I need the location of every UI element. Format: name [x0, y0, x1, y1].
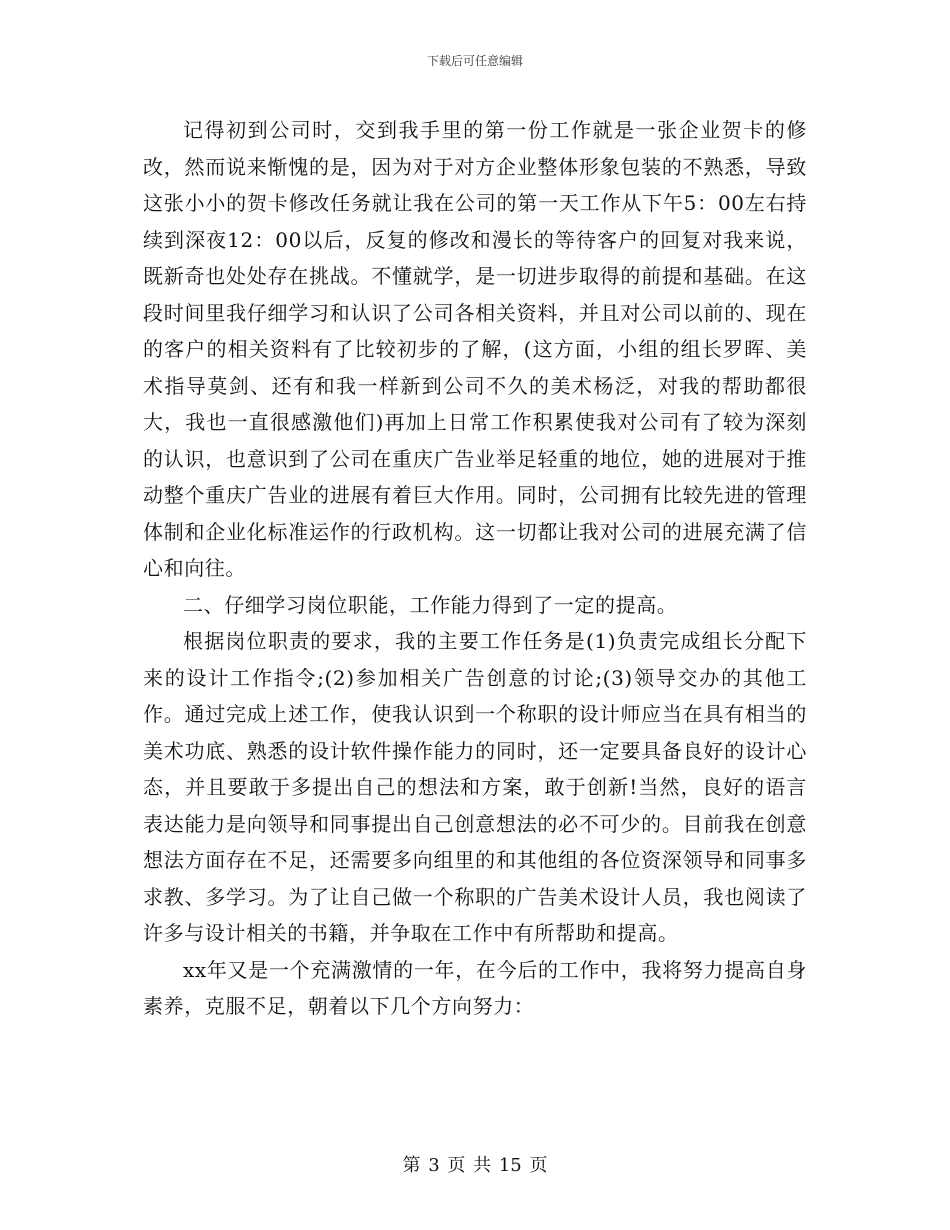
page-header: 下载后可任意编辑 [426, 54, 523, 68]
paragraph-job-duties: 根据岗位职责的要求，我的主要工作任务是(1)负责完成组长分配下来的设计工作指令;(2)参加相关广告创意的讨论;(3)领导交办的其他工作。通过完成上述工作，使我认识到一个称职的设计师应当在具有相当的美术功底、熟悉的设计软件操作能力的同时，还一定要具备良好的设计心态，并且要敢于多提出自己的想法和方案，敢于创新!当然，良好的语言表达能力是向领导和同事提出自己创意想法的必不可少的。目前我在创意想法方面存在不足，还需要多向组里的和其他组的各位资深领导和同事多求教、多学习。为了让自己做一个称职的广告美术设计人员，我也阅读了许多与设计相关的书籍，并争取在工作中有所帮助和提高。 [143, 629, 807, 945]
paragraph-company-intro: 记得初到公司时，交到我手里的第一份工作就是一张企业贺卡的修改，然而说来惭愧的是，因为对于对方企业整体形象包装的不熟悉，导致这张小小的贺卡修改任务就让我在公司的第一天工作从下午5：00左右持续到深夜12：00以后，反复的修改和漫长的等待客户的回复对我来说，既新奇也处处存在挑战。不懂就学，是一切进步取得的前提和基础。在这段时间里我仔细学习和认识了公司各相关资料，并且对公司以前的、现在的客户的相关资料有了比较初步的了解，(这方面，小组的组长罗晖、美术指导莫剑、还有和我一样新到公司不久的美术杨泛，对我的帮助都很大，我也一直很感激他们)再加上日常工作积累使我对公司有了较为深刻的认识，也意识到了公司在重庆广告业举足轻重的地位，她的进展对于推动整个重庆广告业的进展有着巨大作用。同时，公司拥有比较先进的管理体制和企业化标准运作的行政机构。这一切都让我对公司的进展充满了信心和向往。 [143, 118, 807, 580]
document-body [143, 112, 807, 1025]
page-number: 第 3 页 共 15 页 [402, 1155, 548, 1176]
paragraph-future-plans: xx年又是一个充满激情的一年，在今后的工作中，我将努力提高自身素养，克服不足，朝着以下几个方向努力： [143, 957, 807, 1018]
section-heading-2: 二、仔细学习岗位职能，工作能力得到了一定的提高。 [183, 592, 678, 617]
